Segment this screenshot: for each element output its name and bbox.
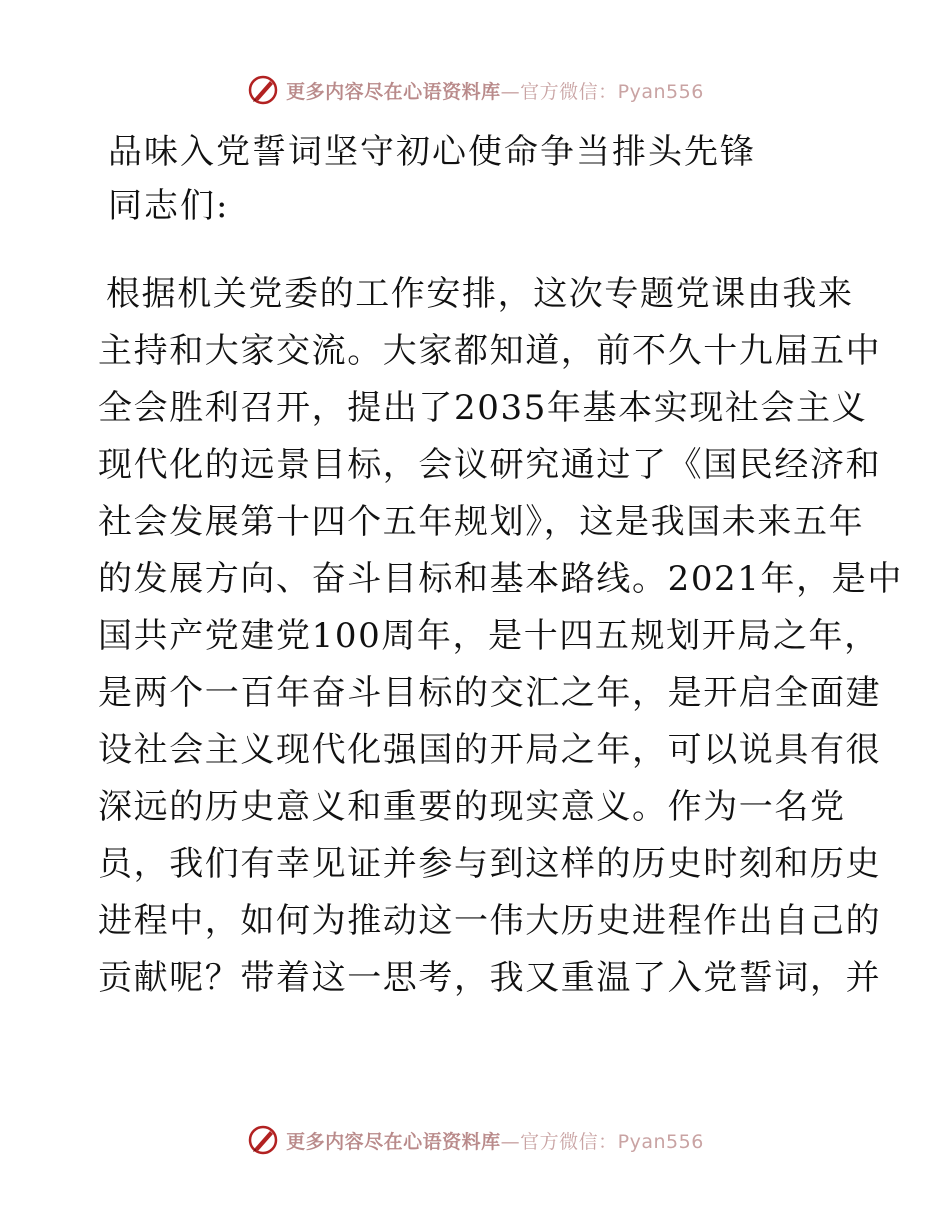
quill-pen-icon [246,73,280,107]
body-line: 主持和大家交流。大家都知道，前不久十九届五中 [98,331,882,371]
footer-watermark [0,1120,950,1160]
body-line: 现代化的远景目标，会议研究通过了《国民经济和 [98,445,882,485]
body-line: 进程中，如何为推动这一伟大历史进程作出自己的 [98,901,882,941]
greeting: 同志们: [108,186,230,226]
body-line: 社会发展第十四个五年规划》，这是我国未来五年 [98,502,865,542]
quill-pen-icon [246,1123,280,1157]
document-title: 品味入党誓词坚守初心使命争当排头先锋 [108,132,756,172]
body-line: 根据机关党委的工作安排，这次专题党课由我来 [106,274,854,314]
watermark-text: 更多内容尽在心语资料库—官方微信：Pyan556 [286,1130,704,1153]
watermark-text: 更多内容尽在心语资料库—官方微信：Pyan556 [286,80,704,103]
body-line: 贡献呢？带着这一思考，我又重温了入党誓词，并 [98,958,882,998]
body-line: 全会胜利召开，提出了2035年基本实现社会主义 [98,388,868,428]
header-watermark [0,70,950,110]
body-line: 是两个一百年奋斗目标的交汇之年，是开启全面建 [98,673,882,713]
body-line: 国共产党建党100周年，是十四五规划开局之年， [98,616,880,656]
body-line: 设社会主义现代化强国的开局之年，可以说具有很 [98,730,882,770]
body-line: 员，我们有幸见证并参与到这样的历史时刻和历史 [98,844,882,884]
document-body [98,266,903,1007]
body-line: 的发展方向、奋斗目标和基本路线。2021年，是中 [98,559,903,599]
body-line: 深远的历史意义和重要的现实意义。作为一名党 [98,787,846,827]
